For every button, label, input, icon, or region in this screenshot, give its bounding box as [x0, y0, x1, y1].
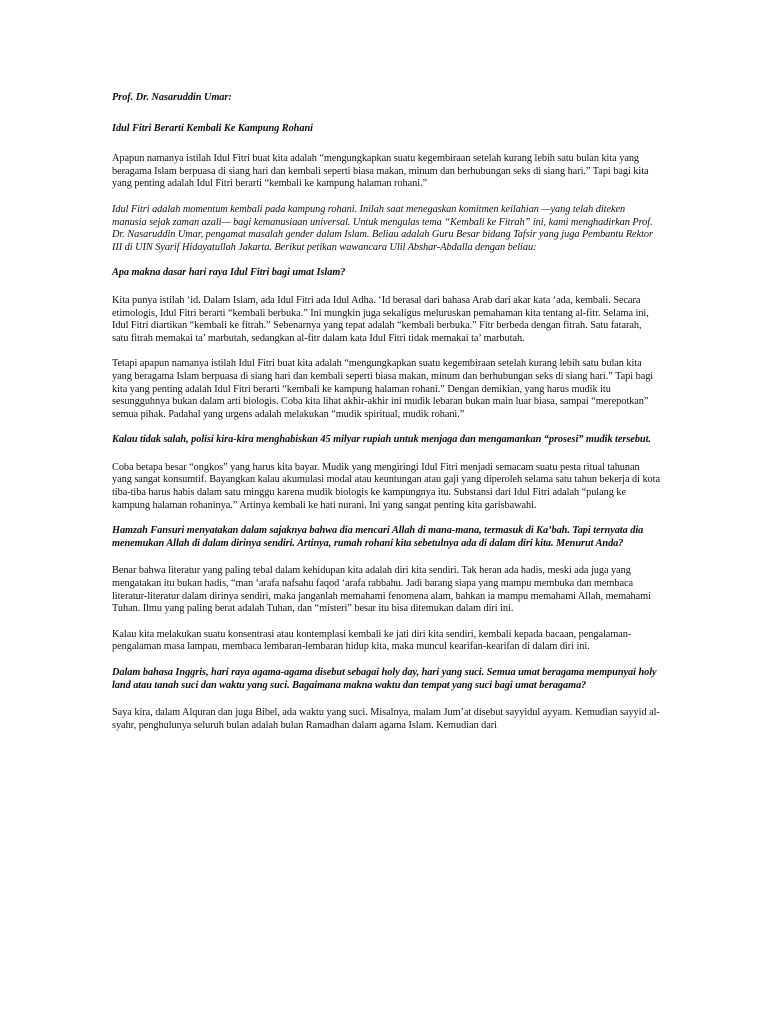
answer-paragraph: Kalau kita melakukan suatu konsentrasi atau kontemplasi kembali ke jati diri kita sendiri, kembali kepada bacaan, pengalaman-pengalaman masa lampau, membaca lembaran-lembaran hidup kita, maka muncul kearifan-kearifan di dalam diri ini.: [112, 628, 632, 653]
document-page: [112, 92, 660, 745]
answer-paragraph: Saya kira, dalam Alquran dan juga Bibel, ada waktu yang suci. Misalnya, malam Jum’at disebut sayyidul ayyam. Kemudian sayyid al-syahr, penghulunya seluruh bulan adalah bulan Ramadhan dalam agama Islam. Kemudian dari: [112, 707, 660, 731]
answer-paragraph: Kita punya istilah ‘id. Dalam Islam, ada Idul Fitri ada Idul Adha. ‘Id berasal dari bahasa Arab dari akar kata ‘ada, kembali. Secara etimologis, Idul Fitri berarti “kembali berbuka.” Ini mungkin juga sekaligus meluruskan pemahaman kita tentang al-fitr. Selama ini, Idul Fitri diartikan “kembali ke fitrah.” Sebenarnya yang tepat adalah “kembali berbuka.” Fitr berbeda dengan fitrah. Satu fatarah, satu fitrah memakai ta’ marbutah, sedangkan al-fitr dalam kata Idul Fitri tidak memakai ta’ marbutah.: [112, 294, 649, 344]
interview-question: Dalam bahasa Inggris, hari raya agama-agama disebut sebagai holy day, hari yang suci. Semua umat beragama mempunyai holy land atau tanah suci dan waktu yang suci. Bagaimana makna waktu dan tempat yang suci bagi umat beragama?: [112, 667, 657, 691]
answer-paragraph: Tetapi apapun namanya istilah Idul Fitri buat kita adalah “mengungkapkan suatu kegembiraan setelah kurang lebih satu bulan kita yang beragama Islam berpuasa di siang hari dan kembali seperti biasa makan, minum dan berhubungan seks di siang hari.” Tapi bagi kita yang penting adalah Idul Fitri berarti “kembali ke kampung halaman rohani.” Dengan demikian, yang harus mudik itu sesungguhnya bukan dalam arti biologis. Coba kita lihat akhir-akhir ini mudik lebaran bukan main luar biasa, sampai “merepotkan” semua pihak. Padahal yang urgens adalah melakukan “mudik spiritual, mudik rohani.”: [112, 358, 654, 420]
body-paragraph: Apapun namanya istilah Idul Fitri buat kita adalah “mengungkapkan suatu kegembiraan setelah kurang lebih satu bulan kita yang beragama Islam berpuasa di siang hari dan kembali seperti biasa makan, minum dan berhubungan seks di siang hari.” Tapi bagi kita yang penting adalah Idul Fitri berarti “kembali ke kampung halaman rohani.”: [112, 153, 649, 190]
interview-question: Apa makna dasar hari raya Idul Fitri bagi umat Islam?: [112, 267, 346, 279]
intro-paragraph: Idul Fitri adalah momentum kembali pada kampung rohani. Inilah saat menegaskan komitmen keilahian —yang telah diteken manusia sejak zaman azali— bagi kemanusiaan universal. Untuk mengulas tema “Kembali ke Fitrah” ini, kami menghadirkan Prof. Dr. Nasaruddin Umar, pengamat masalah gender dalam Islam. Beliau adalah Guru Besar bidang Tafsir yang juga Pembantu Rektor III di UIN Syarif Hidayatullah Jakarta. Berikut petikan wawancara Ulil Abshar-Abdalla dengan beliau:: [112, 203, 653, 253]
author-name: Prof. Dr. Nasaruddin Umar:: [112, 92, 232, 103]
answer-paragraph: Benar bahwa literatur yang paling tebal dalam kehidupan kita adalah diri kita sendiri. Tak heran ada hadis, meski ada juga yang mengatakan itu bukan hadis, “man ‘arafa nafsahu faqod ‘arafa rabbahu. Jadi barang siapa yang mampu membuka dan membaca literatur-literatur dalam dirinya sendiri, maka janganlah memahami fenomena alam, bahkan ia mampu memahami Allah, memahami Tuhan. Ilmu yang paling berat adalah Tuhan, dan “misteri” besar itu bisa ditemukan dalam diri ini.: [112, 565, 651, 615]
interview-question: Hamzah Fansuri menyatakan dalam sajaknya bahwa dia mencari Allah di mana-mana, termasuk di Ka’bah. Tapi ternyata dia menemukan Allah di dalam dirinya sendiri. Artinya, rumah rohani kita sebetulnya ada di dalam diri kita. Menurut Anda?: [112, 525, 644, 549]
article-body: [112, 153, 660, 732]
article-title: Idul Fitri Berarti Kembali Ke Kampung Rohani: [112, 122, 313, 134]
interview-question: Kalau tidak salah, polisi kira-kira menghabiskan 45 milyar rupiah untuk menjaga dan mengamankan “prosesi” mudik tersebut.: [112, 434, 651, 446]
answer-paragraph: Coba betapa besar “ongkos” yang harus kita bayar. Mudik yang mengiringi Idul Fitri menjadi semacam suatu pesta ritual tahunan yang sangat konsumtif. Bayangkan kalau akumulasi modal atau keuntungan atau gaji yang diperoleh selama satu tahun bekerja di kota tiba-tiba harus habis dalam satu minggu karena mudik biologis ke kampungnya itu. Substansi dari Idul Fitri adalah “pulang ke kampung halaman rohaninya.” Artinya kembali ke hati nurani. Ini yang sangat penting kita garisbawahi.: [112, 461, 660, 511]
